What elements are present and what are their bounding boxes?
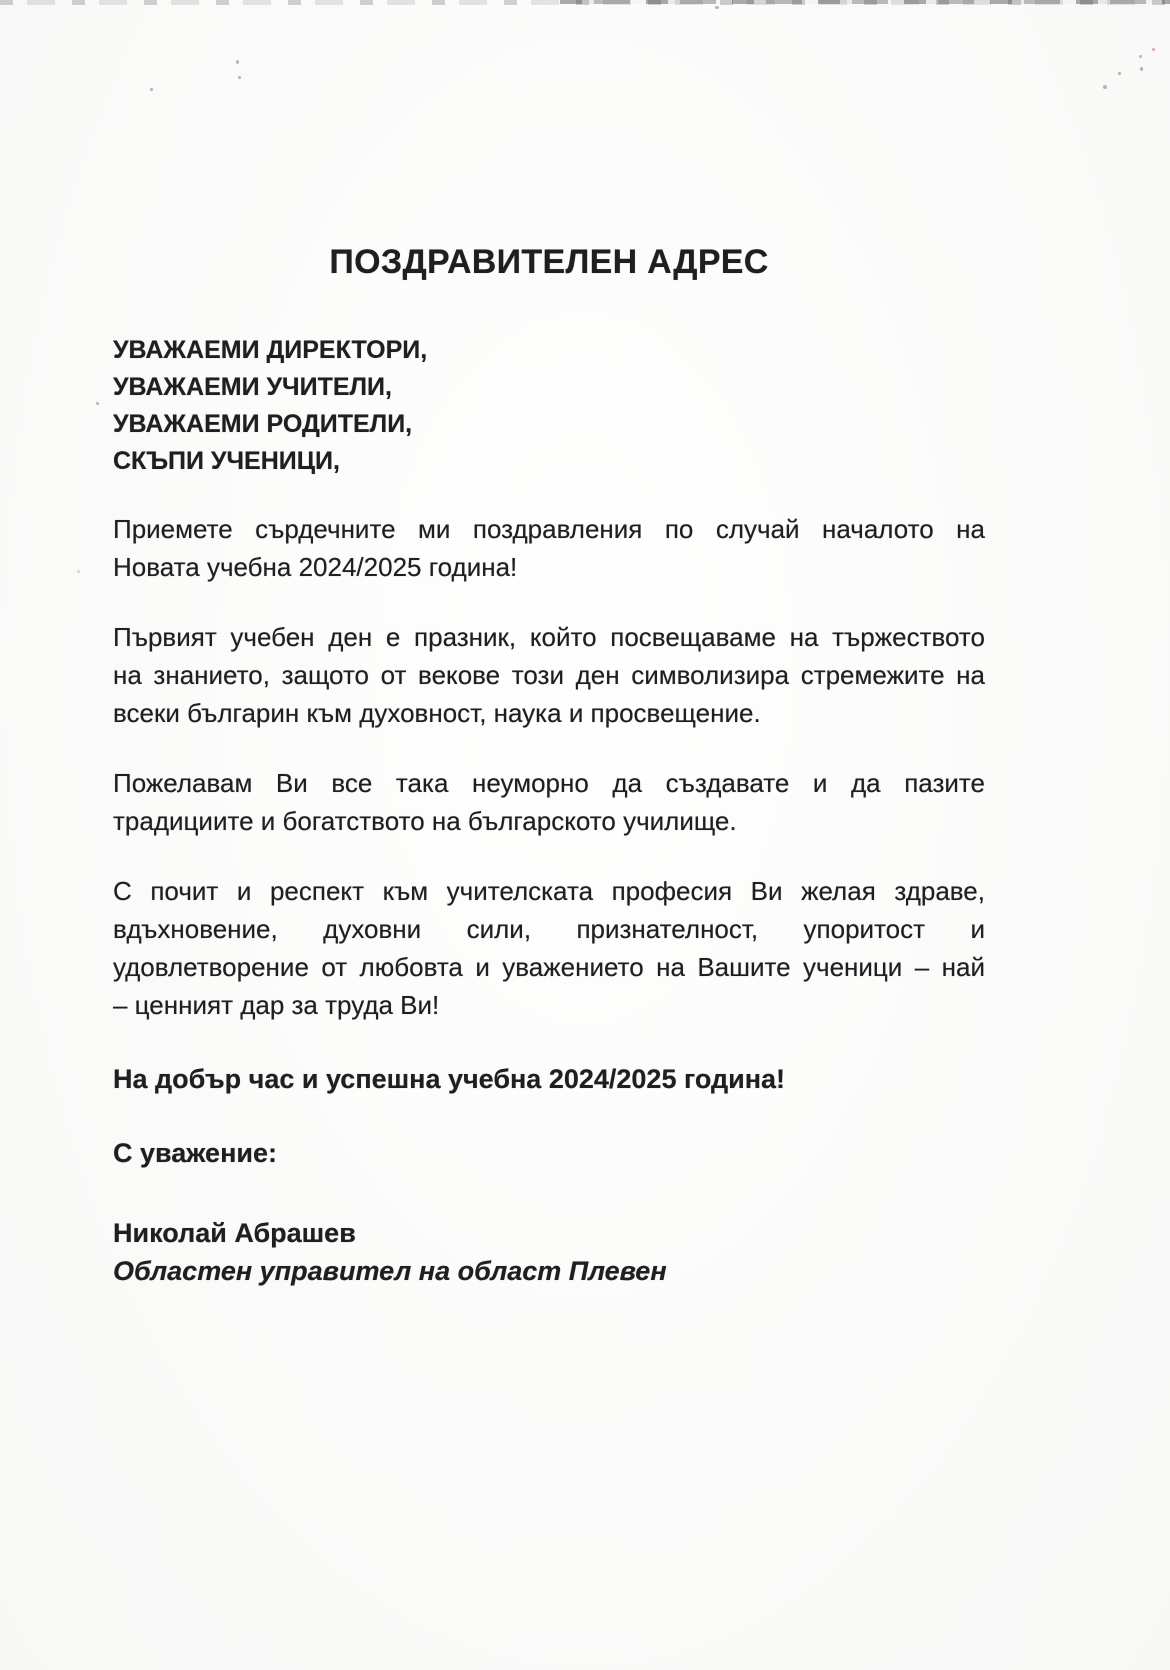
scan-speck <box>1139 55 1142 58</box>
text-line: Първият учебен ден е празник, който посвещаваме на тържеството <box>113 622 985 652</box>
scan-speck <box>1103 85 1107 89</box>
salutation-block <box>113 332 985 480</box>
text-line: – ценният дар за труда Ви! <box>113 990 440 1020</box>
scan-speck <box>1152 48 1155 51</box>
paragraph-greeting <box>113 510 985 586</box>
text-line: УВАЖАЕМИ ДИРЕКТОРИ, <box>113 336 428 364</box>
scan-speck <box>1118 72 1121 75</box>
closing-wish-line: На добър час и успешна учебна 2024/2025 година! <box>113 1064 786 1094</box>
signature-role: Областен управител на област Плевен <box>113 1256 667 1286</box>
scan-speck <box>77 570 80 573</box>
page-title: ПОЗДРАВИТЕЛЕН АДРЕС <box>329 243 769 281</box>
scan-speck <box>1140 67 1143 71</box>
paragraph-wish-traditions <box>113 764 985 840</box>
text-line: вдъхновение, духовни сили, признателност, упоритост и <box>113 914 985 944</box>
paragraph-respect-teachers <box>113 872 985 1024</box>
text-line: Приемете сърдечните ми поздравления по случай началото на <box>113 514 985 544</box>
scan-speck <box>96 402 99 405</box>
paragraph-first-school-day <box>113 618 985 732</box>
letter-body <box>113 0 985 1290</box>
signature-name: Николай Абрашев <box>113 1218 356 1248</box>
text-line: С почит и респект към учителската професия Ви желая здраве, <box>113 876 985 906</box>
text-line: Новата учебна 2024/2025 година! <box>113 552 518 582</box>
text-line: на знанието, защото от векове този ден символизира стремежите на <box>113 660 985 690</box>
text-line: традициите и богатството на българското училище. <box>113 806 737 836</box>
text-line: удовлетворение от любовта и уважението на Вашите ученици – най <box>113 952 985 982</box>
text-line: СКЪПИ УЧЕНИЦИ, <box>113 447 340 475</box>
signoff-line: С уважение: <box>113 1138 277 1168</box>
text-line: УВАЖАЕМИ РОДИТЕЛИ, <box>113 410 413 438</box>
text-line: всеки българин към духовност, наука и просвещение. <box>113 698 761 728</box>
text-line: УВАЖАЕМИ УЧИТЕЛИ, <box>113 373 392 401</box>
text-line: Пожелавам Ви все така неуморно да създавате и да пазите <box>113 768 985 798</box>
